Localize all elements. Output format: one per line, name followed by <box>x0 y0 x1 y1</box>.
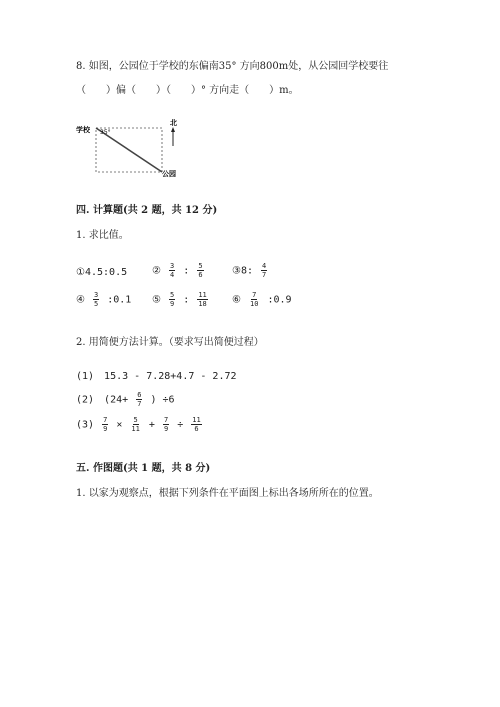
calc-item-3: (3) $\frac{7}{9}$ × $\frac{5}{11}$ + $\frac{7}{9}$ ÷ $\frac{11}{6}$ <box>76 416 201 433</box>
ratio-item-6: ⑥ $\frac{7}{10}$ :0.9 <box>232 291 292 308</box>
north-arrowhead-icon <box>171 127 175 132</box>
section-5-q1: 1. 以家为观察点，根据下列条件在平面图上标出各场所所在的位置。 <box>76 488 379 499</box>
ratio-item-5: ⑤ $\frac{5}{9}$ : $\frac{11}{18}$ <box>152 291 207 308</box>
section-5-title: 五. 作图题(共 1 题，共 8 分) <box>76 463 211 474</box>
ratio-item-2: ② $\frac{3}{4}$ : $\frac{5}{6}$ <box>152 262 203 279</box>
ratio-item-4: ④ $\frac{3}{5}$ :0.1 <box>76 291 132 308</box>
section-4-q1-title: 1. 求比值。 <box>76 230 129 241</box>
park-label: 公园 <box>162 170 176 178</box>
section-4-q2-title: 2. 用简便方法计算。（要求写出简便过程） <box>76 337 264 348</box>
ratio-item-1: ①4.5:0.5 <box>76 267 128 278</box>
section-4-title: 四. 计算题(共 2 题，共 12 分) <box>76 205 218 216</box>
direction-figure <box>74 110 194 180</box>
school-label: 学校 <box>76 126 90 134</box>
ratio-item-3: ③8: $\frac{4}{7}$ <box>232 262 267 279</box>
question-8-line-1: 8. 如图，公园位于学校的东偏南35° 方向800m处，从公园回学校要往 <box>76 61 389 72</box>
north-label: 北 <box>170 119 177 127</box>
calc-item-2: (2) (24+ $\frac{6}{7}$ ) ÷6 <box>76 391 175 408</box>
question-8-line-2: （ ）偏（ ）（ ）° 方向走（ ）m。 <box>76 85 299 96</box>
angle-label: 35° <box>100 129 111 136</box>
calc-item-1: (1) 15.3 - 7.28+4.7 - 2.72 <box>76 371 237 382</box>
